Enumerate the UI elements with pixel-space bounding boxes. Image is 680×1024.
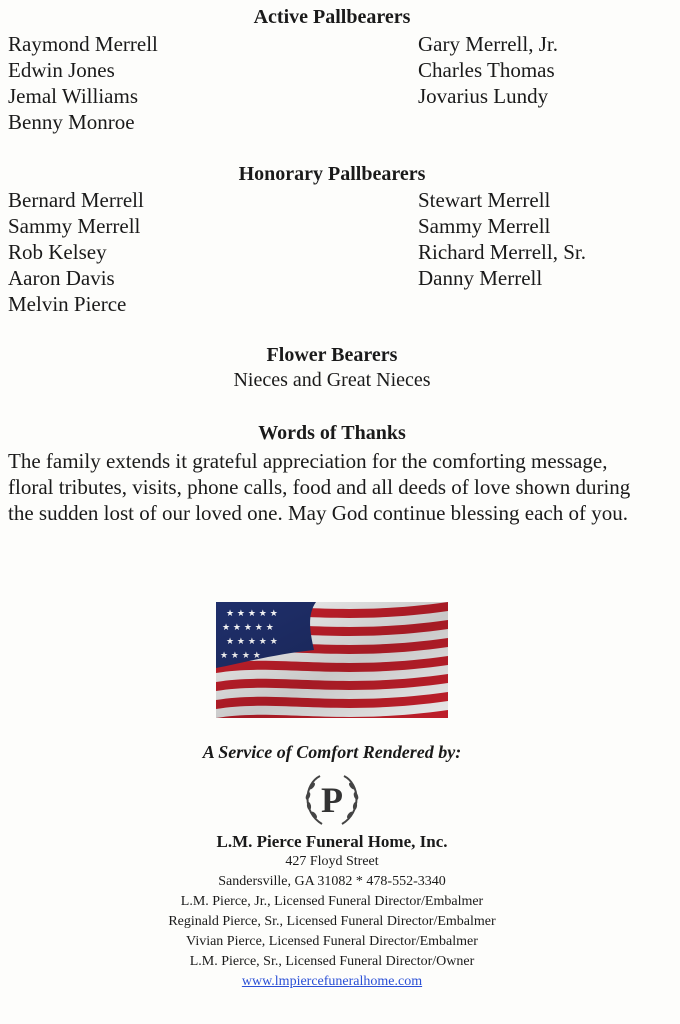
list-item: Bernard Merrell — [8, 188, 144, 212]
list-item: Edwin Jones — [8, 58, 115, 82]
address-line: 427 Floyd Street — [285, 854, 379, 869]
staff-line: L.M. Pierce, Sr., Licensed Funeral Director/Owner — [189, 954, 475, 969]
list-item: Rob Kelsey — [8, 240, 107, 264]
list-item: Stewart Merrell — [418, 188, 551, 212]
list-item: Sammy Merrell — [8, 214, 141, 238]
funeral-home-name: L.M. Pierce Funeral Home, Inc. — [216, 832, 448, 851]
active-pallbearers-right-list — [418, 31, 558, 109]
honorary-pallbearers-heading: Honorary Pallbearers — [238, 163, 426, 185]
city-phone-line: Sandersville, GA 31082 * 478-552-3340 — [218, 874, 446, 889]
list-item: Raymond Merrell — [8, 32, 158, 56]
list-item: Benny Monroe — [8, 110, 135, 134]
flower-bearers-heading: Flower Bearers — [266, 344, 398, 366]
honorary-pallbearers-left-list — [8, 187, 144, 317]
honorary-pallbearers-right-list — [418, 187, 586, 291]
service-by-label: A Service of Comfort Rendered by: — [202, 742, 462, 762]
words-of-thanks-text: The family extends it grateful appreciation for the comforting message, floral tributes, visits, phone calls, food and all deeds of love shown during the sudden lost of our loved one. May God continue blessing each of you. — [8, 449, 631, 525]
list-item: Gary Merrell, Jr. — [418, 32, 558, 56]
words-of-thanks-heading: Words of Thanks — [258, 422, 406, 444]
logo-letter: P — [321, 780, 343, 820]
american-flag-image — [216, 602, 448, 718]
active-pallbearers-heading: Active Pallbearers — [253, 6, 411, 28]
funeral-home-logo-icon — [298, 768, 366, 830]
list-item: Jemal Williams — [8, 84, 138, 108]
list-item: Aaron Davis — [8, 266, 115, 290]
staff-line: Vivian Pierce, Licensed Funeral Director/Embalmer — [186, 934, 478, 949]
funeral-home-details — [0, 852, 664, 992]
flower-bearers-text: Nieces and Great Nieces — [233, 369, 431, 391]
list-item: Charles Thomas — [418, 58, 555, 82]
active-pallbearers-left-list — [8, 31, 158, 135]
list-item: Sammy Merrell — [418, 214, 551, 238]
website-link[interactable]: www.lmpiercefuneralhome.com — [241, 974, 423, 989]
list-item: Jovarius Lundy — [418, 84, 549, 108]
staff-line: L.M. Pierce, Jr., Licensed Funeral Director/Embalmer — [180, 894, 484, 909]
list-item: Richard Merrell, Sr. — [418, 240, 586, 264]
list-item: Danny Merrell — [418, 266, 543, 290]
list-item: Melvin Pierce — [8, 292, 127, 316]
staff-line: Reginald Pierce, Sr., Licensed Funeral Director/Embalmer — [168, 914, 496, 929]
